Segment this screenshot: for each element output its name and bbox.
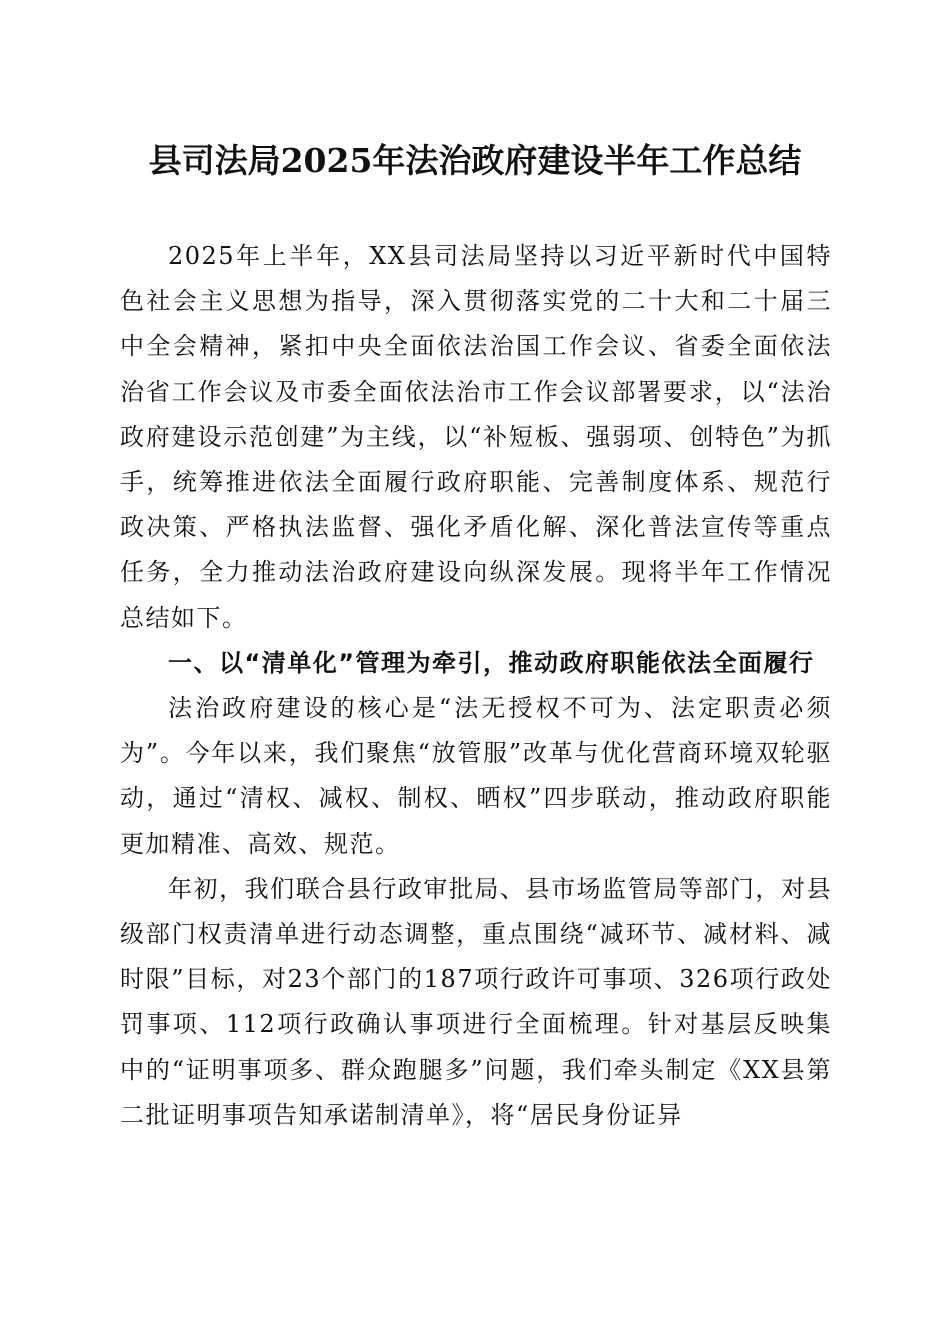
document-title: 县司法局2025年法治政府建设半年工作总结: [148, 141, 802, 180]
section-heading: 一、以“清单化”管理为牵引，推动政府职能依法全面履行: [168, 648, 815, 677]
document-body: [120, 234, 832, 1138]
intro-paragraph: 2025年上半年，XX县司法局坚持以习近平新时代中国特色社会主义思想为指导，深入贯彻落实党的二十大和二十届三中全会精神，紧扣中央全面依法治国工作会议、省委全面依法治省工作会议及市委全面依法治市工作会议部署要求，以“法治政府建设示范创建”为主线，以“补短板、强弱项、创特色”为抓手，统筹推进依法全面履行政府职能、完善制度体系、规范行政决策、严格执法监督、强化矛盾化解、深化普法宣传等重点任务，全力推动法治政府建设向纵深发展。现将半年工作情况总结如下。: [120, 242, 832, 632]
body-paragraph: 法治政府建设的核心是“法无授权不可为、法定职责必须为”。今年以来，我们聚焦“放管服”改革与优化营商环境双轮驱动，通过“清权、减权、制权、晒权”四步联动，推动政府职能更加精准、高效、规范。: [120, 694, 832, 858]
body-paragraph: 年初，我们联合县行政审批局、县市场监管局等部门，对县级部门权责清单进行动态调整，重点围绕“减环节、减材料、减时限”目标，对23个部门的187项行政许可事项、326项行政处罚事项、112项行政确认事项进行全面梳理。针对基层反映集中的“证明事项多、群众跑腿多”问题，我们牵头制定《XX县第二批证明事项告知承诺制清单》，将“居民身份证异: [120, 874, 832, 1129]
